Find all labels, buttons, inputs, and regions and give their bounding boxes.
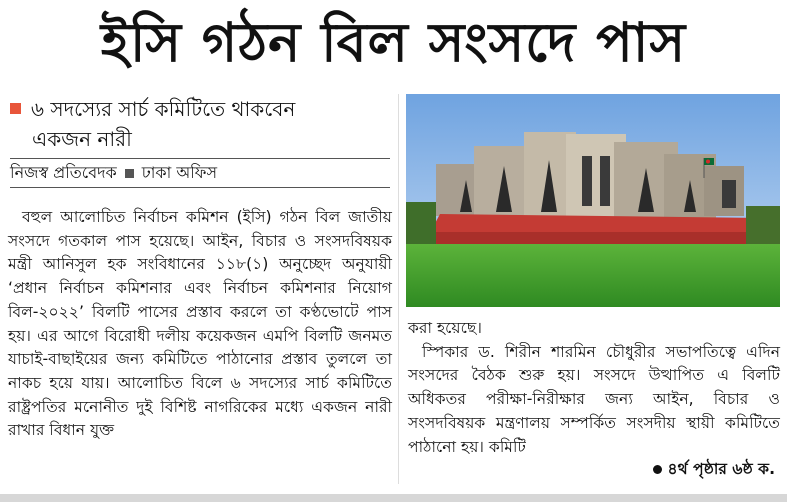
parliament-photo bbox=[406, 94, 780, 307]
article-body-left bbox=[8, 206, 392, 443]
kicker bbox=[10, 94, 390, 154]
headline: ইসি গঠন বিল সংসদে পাস bbox=[100, 11, 687, 74]
square-icon bbox=[125, 169, 134, 178]
bottom-rule bbox=[0, 494, 787, 502]
paragraph-continued: করা হয়েছে। bbox=[408, 319, 482, 337]
bullet-dot-icon bbox=[653, 465, 662, 474]
article-body-right bbox=[408, 317, 780, 459]
kicker-line-1: ৬ সদস্যের সার্চ কমিটিতে থাকবেন bbox=[31, 97, 296, 121]
byline-office: ঢাকা অফিস bbox=[141, 163, 218, 182]
bullet-icon bbox=[10, 103, 21, 114]
kicker-line-2: একজন নারী bbox=[32, 127, 132, 151]
column-divider bbox=[398, 94, 399, 484]
byline-reporter: নিজস্ব প্রতিবেদক bbox=[10, 163, 117, 182]
continued-marker bbox=[653, 457, 775, 483]
paragraph: বহুল আলোচিত নির্বাচন কমিশন (ইসি) গঠন বিল জাতীয় সংসদে গতকাল পাস হয়েছে। আইন, বিচার ও সংসদবিষয়ক মন্ত্রী আনিসুল হক সংবিধানের ১১৮(১) অনুচ্ছেদ অনুযায়ী ‘প্রধান নির্বাচন কমিশনার এবং নির্বাচন কমিশনার নিয়োগ বিল-২০২২’ বিলটি পাসের প্রস্তাব করলে তা কণ্ঠভোটে পাস হয়। এর আগে বিরোধী দলীয় কয়েকজন এমপি বিলটি জনমত যাচাই-বাছাইয়ের জন্য কমিটিতে পাঠানোর প্রস্তাব তুললে তা নাকচ হয়ে যায়। আলোচিত বিলে ৬ সদস্যের সার্চ কমিটিতে রাষ্ট্রপতির মনোনীত দুই বিশিষ্ট নাগরিকের মধ্যে একজন নারী রাখার বিধান যুক্ত bbox=[8, 208, 393, 440]
byline bbox=[10, 158, 390, 188]
paragraph: স্পিকার ড. শিরীন শারমিন চৌধুরীর সভাপতিত্বে এদিন সংসদের বৈঠক শুরু হয়। সংসদে উত্থাপিত এ বিলটি অধিকতর পরীক্ষা-নিরীক্ষার জন্য আইন, বিচার ও সংসদবিষয়ক মন্ত্রণালয় সম্পর্কিত সংসদীয় স্থায়ী কমিটিতে পাঠানো হয়। কমিটি bbox=[408, 342, 780, 456]
parliament-building-icon bbox=[406, 94, 780, 307]
continued-text: ৪র্থ পৃষ্ঠার ৬ষ্ঠ ক. bbox=[667, 460, 775, 478]
